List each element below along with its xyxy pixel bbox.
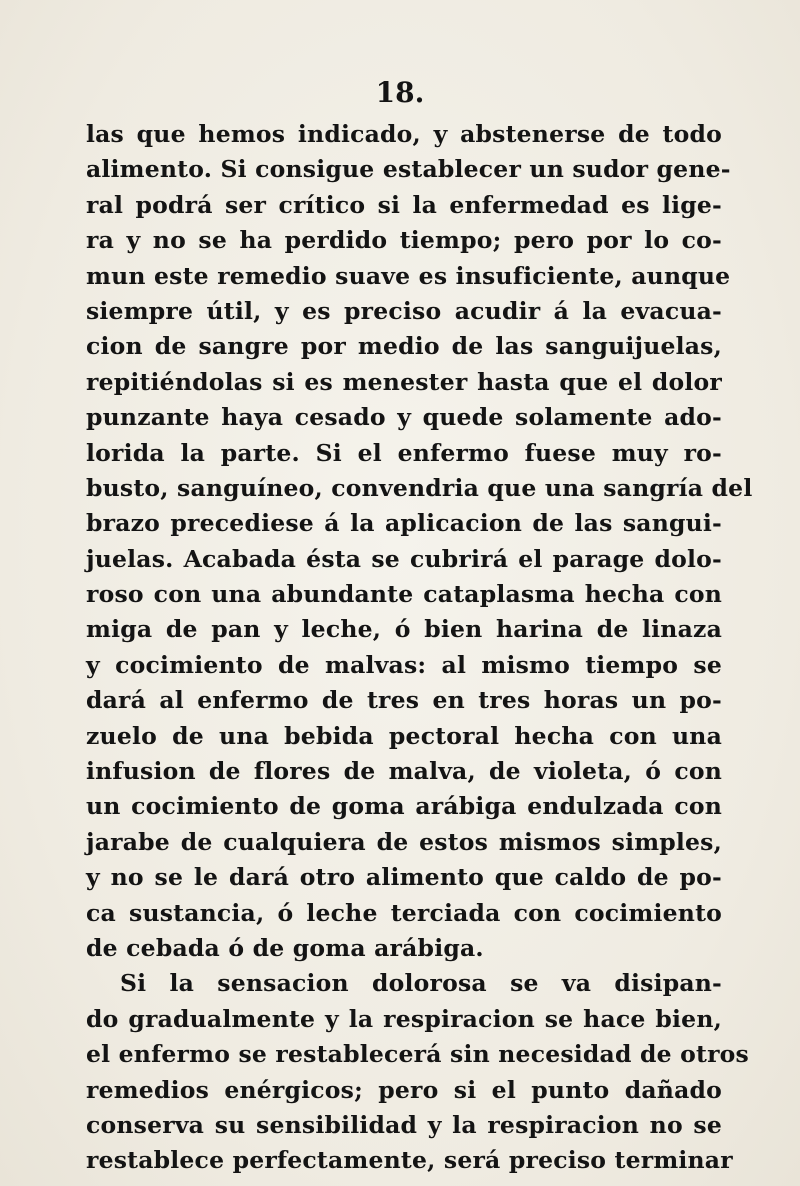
text-line: do gradualmente y la respiracion se hace bien, [86,1004,722,1033]
text-line: ca sustancia, ó leche terciada con cocimiento [86,898,722,927]
text-line: siempre útil, y es preciso acudir á la evacua- [86,296,722,325]
text-line: las que hemos indicado, y abstenerse de todo [86,120,722,148]
text-line: infusion de flores de malva, de violeta, ó con [86,757,722,786]
text-line: zuelo de una bebida pectoral hecha con una [86,721,722,750]
text-line: jarabe de cualquiera de estos mismos simples, [86,827,722,856]
text-line: punzante haya cesado y quede solamente ado- [86,403,722,432]
text-line: el enfermo se restablecerá sin necesidad de otros [86,1040,749,1069]
text-line: repitiéndolas si es menester hasta que el dolor [86,367,722,396]
text-line: dará al enfermo de tres en tres horas un po- [86,686,722,715]
text-line: busto, sanguíneo, convendria que una sangría del [86,473,753,502]
text-line: roso con una abundante cataplasma hecha con [86,580,722,609]
text-line: conserva su sensibilidad y la respiracion no se [86,1110,722,1139]
text-line: lorida la parte. Si el enfermo fuese muy ro- [86,438,722,467]
text-line: un cocimiento de goma arábiga endulzada con [86,792,722,821]
text-line: ral podrá ser crítico si la enfermedad es lige- [86,190,722,219]
text-line: brazo precediese á la aplicacion de las sangui- [86,509,722,538]
text-line: y no se le dará otro alimento que caldo de po- [86,863,722,892]
text-line: cion de sangre por medio de las sanguijuelas, [86,332,722,361]
text-line: remedios enérgicos; pero si el punto dañado [86,1075,722,1104]
paragraph-end-line: de cebada ó de goma arábiga. [86,933,484,962]
body-text [86,117,753,1179]
text-line: mun este remedio suave es insuficiente, aunque [86,261,731,290]
page-number: 18. [375,76,425,109]
text-line: ra y no se ha perdido tiempo; pero por lo co- [86,226,722,255]
paragraph-start-line: Si la sensacion dolorosa se va disipan- [120,969,722,998]
text-line: juelas. Acabada ésta se cubrirá el parage dolo- [86,544,722,573]
text-line: y cocimiento de malvas: al mismo tiempo se [86,650,722,679]
text-line: alimento. Si consigue establecer un sudor gene- [86,155,731,184]
text-line: miga de pan y leche, ó bien harina de linaza [86,615,722,644]
text-line: restablece perfectamente, será preciso terminar [86,1146,733,1175]
